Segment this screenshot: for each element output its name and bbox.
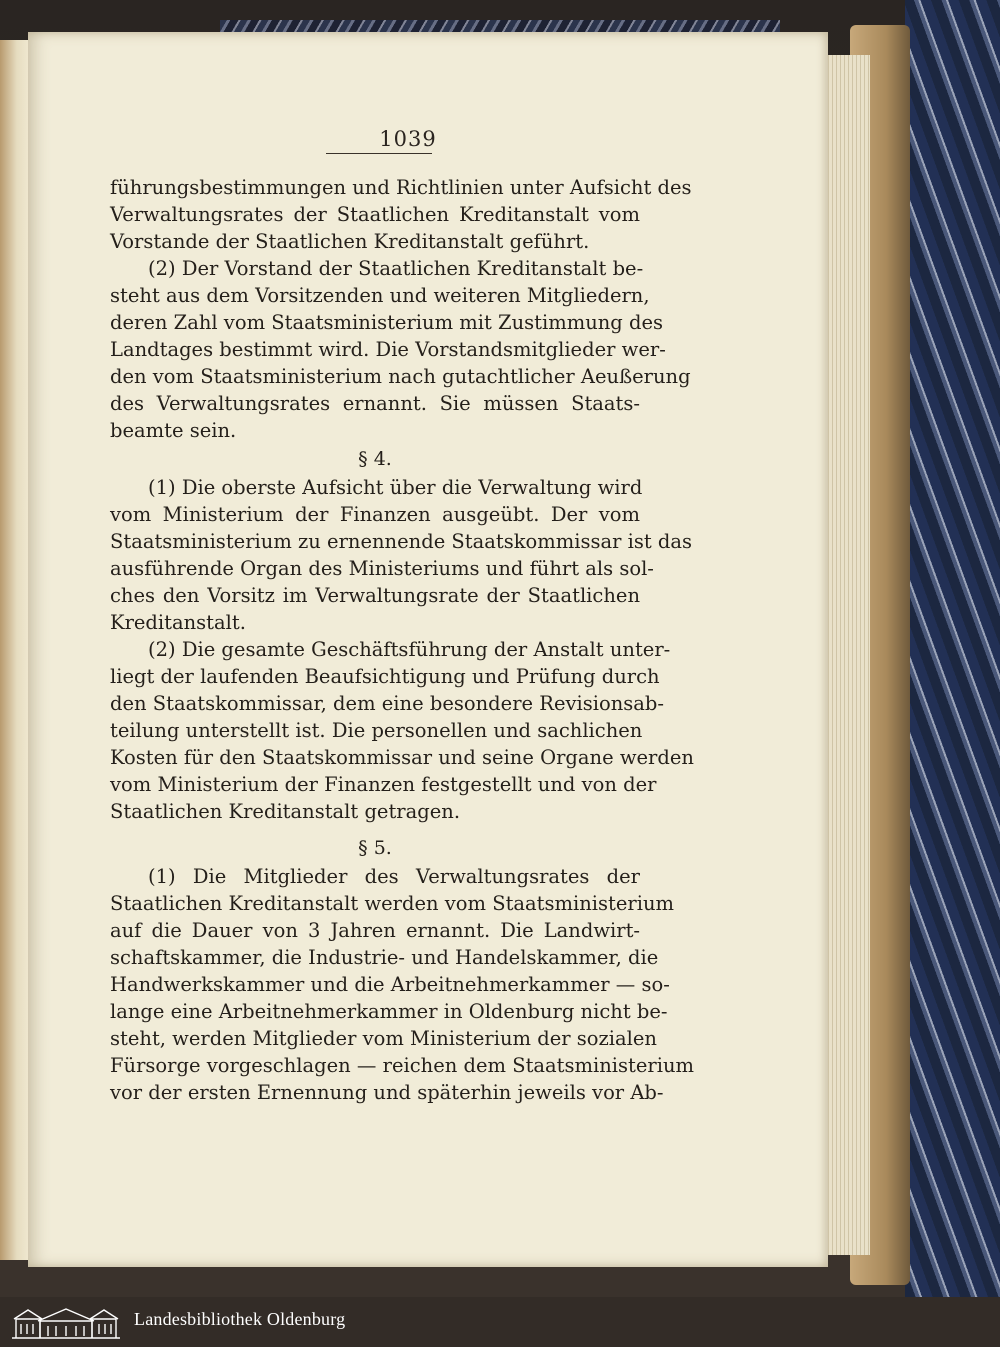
facing-page-edge <box>0 40 28 1260</box>
footer-bar <box>0 1297 1000 1347</box>
text-line: Staatsministerium zu ernennende Staatskommissar ist das <box>110 530 693 553</box>
page-edges <box>825 55 870 1255</box>
text-line: teilung unterstellt ist. Die personellen und sachlichen <box>110 719 643 742</box>
section-heading-5: § 5. <box>358 837 392 859</box>
text-line: Staatlichen Kreditanstalt werden vom Staatsministerium <box>110 892 675 915</box>
text-line: vor der ersten Ernennung und späterhin jeweils vor Ab- <box>110 1081 664 1104</box>
text-line: den vom Staatsministerium nach gutachtlicher Aeußerung <box>110 365 691 388</box>
text-line: Fürsorge vorgeschlagen — reichen dem Staatsministerium <box>110 1054 695 1077</box>
text-line: Handwerkskammer und die Arbeitnehmerkammer — so- <box>110 973 670 996</box>
text-line: des Verwaltungsrates ernannt. Sie müssen Staats- <box>110 392 640 415</box>
library-building-logo-icon <box>10 1305 122 1339</box>
text-line: (2) Die gesamte Geschäftsführung der Anstalt unter- <box>148 638 671 661</box>
paragraph-block-section-4 <box>110 474 694 825</box>
text-line: führungsbestimmungen und Richtlinien unter Aufsicht des <box>110 176 692 199</box>
book-cover-right <box>905 0 1000 1297</box>
text-line: vom Ministerium der Finanzen festgestellt und von der <box>110 773 657 796</box>
text-line: ausführende Organ des Ministeriums und führt als sol- <box>110 557 654 580</box>
text-line: vom Ministerium der Finanzen ausgeübt. Der vom <box>110 503 640 526</box>
page-text <box>110 174 695 1106</box>
text-line: Verwaltungsrates der Staatlichen Kreditanstalt vom <box>110 203 640 226</box>
text-line: Kreditanstalt. <box>110 611 246 634</box>
text-line: beamte sein. <box>110 419 237 442</box>
text-line: (1) Die Mitglieder des Verwaltungsrates der <box>148 865 640 888</box>
text-line: steht aus dem Vorsitzenden und weiteren Mitgliedern, <box>110 284 650 307</box>
header-rule <box>326 153 432 154</box>
text-line: steht, werden Mitglieder vom Ministerium der sozialen <box>110 1027 657 1050</box>
text-line: schaftskammer, die Industrie- und Handelskammer, die <box>110 946 659 969</box>
text-line: Vorstande der Staatlichen Kreditanstalt geführt. <box>110 230 590 253</box>
text-line: deren Zahl vom Staatsministerium mit Zustimmung des <box>110 311 664 334</box>
text-line: lange eine Arbeitnehmerkammer in Oldenburg nicht be- <box>110 1000 668 1023</box>
text-line: Staatlichen Kreditanstalt getragen. <box>110 800 461 823</box>
text-line: auf die Dauer von 3 Jahren ernannt. Die Landwirt- <box>110 919 640 942</box>
page-number: 1039 <box>379 127 437 151</box>
text-line: ches den Vorsitz im Verwaltungsrate der Staatlichen <box>110 584 640 607</box>
text-line: Kosten für den Staatskommissar und seine Organe werden <box>110 746 694 769</box>
text-line: den Staatskommissar, dem eine besondere Revisionsab- <box>110 692 664 715</box>
paragraph-block-intro <box>110 174 692 444</box>
paragraph-block-section-5 <box>110 863 695 1106</box>
text-line: Landtages bestimmt wird. Die Vorstandsmitglieder wer- <box>110 338 666 361</box>
text-line: (2) Der Vorstand der Staatlichen Kreditanstalt be- <box>148 257 644 280</box>
text-line: (1) Die oberste Aufsicht über die Verwaltung wird <box>148 476 643 499</box>
book-page <box>28 32 828 1267</box>
library-name: Landesbibliothek Oldenburg <box>134 1309 346 1329</box>
section-heading-4: § 4. <box>358 448 392 470</box>
text-line: liegt der laufenden Beaufsichtigung und Prüfung durch <box>110 665 660 688</box>
